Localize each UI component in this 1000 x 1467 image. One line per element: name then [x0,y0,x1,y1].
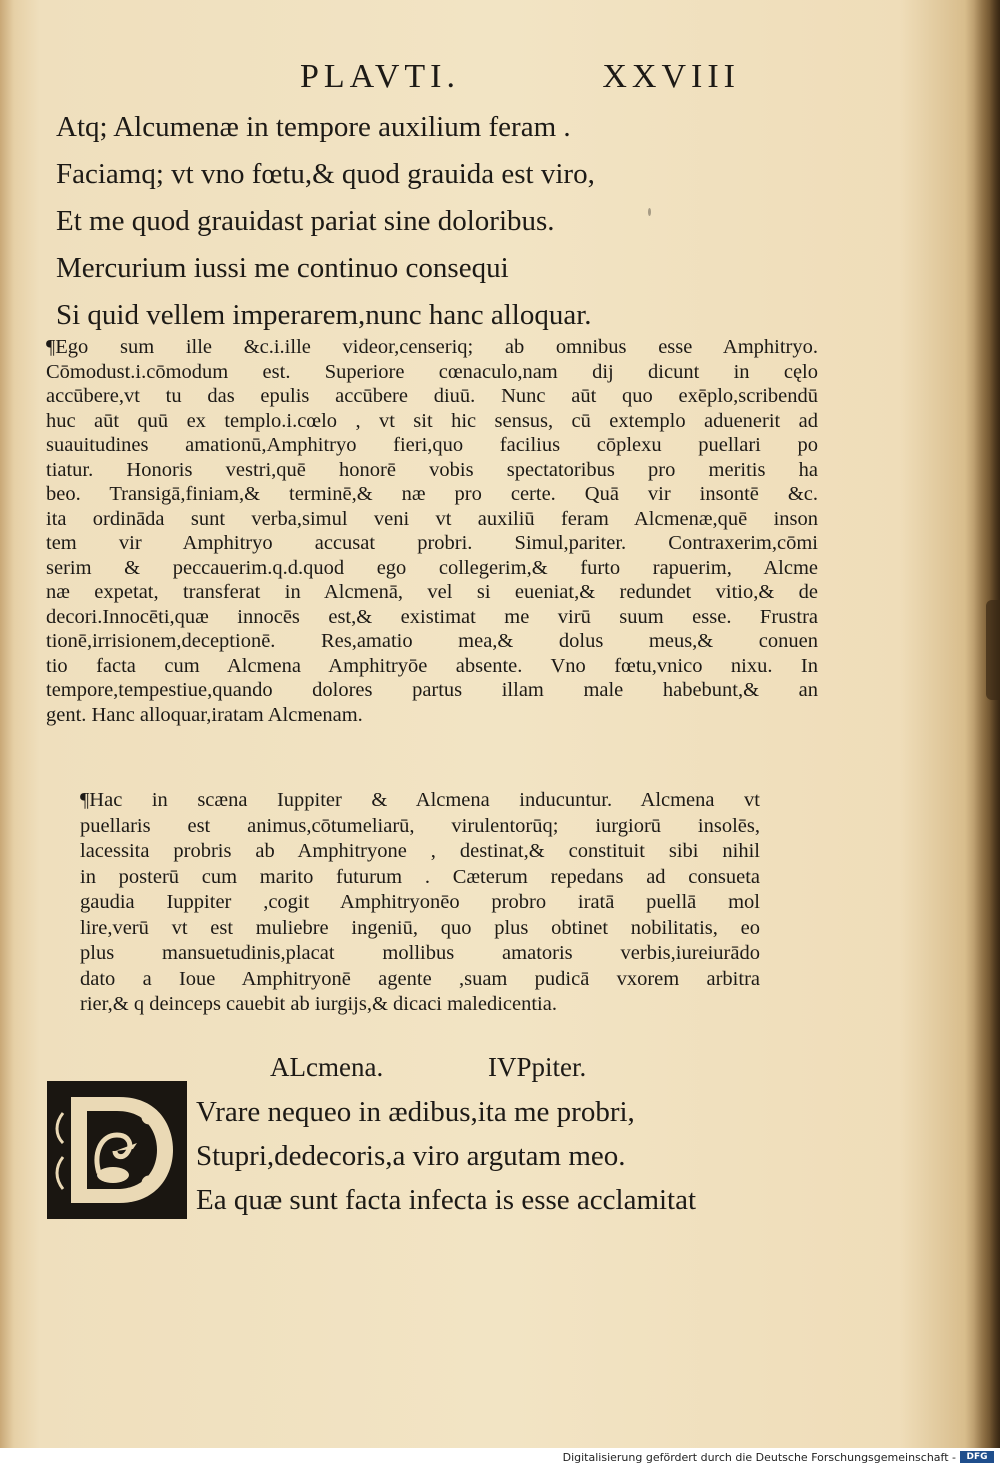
commentary-line: tionē,irrisionem,deceptionē. Res,amatio mea,& dolus meus,& conuen [46,630,818,652]
verse-block [56,104,936,339]
verse-line: Et me quod grauidast pariat sine doloribus. [56,205,555,237]
commentary-line: serim & peccauerim.q.d.quod ego collegerim,& furto rapuerim, Alcme [46,556,818,579]
running-head [300,58,740,98]
commentary-line: næ expetat, transferat in Alcmenā, vel si eueniat,& redundet vitio,& de [46,581,818,603]
commentary-line: beo. Transigā,finiam,& terminē,& næ pro certe. Quā vir insontē &c. [46,483,818,505]
dfg-logo: DFG [960,1451,994,1463]
verse-line: Atq; Alcumenæ in tempore auxilium feram . [56,111,571,143]
digitization-footer [0,1448,1000,1467]
argument-line: ¶Hac in scæna Iuppiter & Alcmena inducuntur. Alcmena vt [80,789,760,811]
page-gutter-shadow [974,0,1000,1448]
dialogue-line: Vrare nequeo in ædibus,ita me probri, [196,1096,635,1128]
speaker-heading [270,1052,630,1088]
commentary-line: tio facta cum Alcmena Amphitryōe absente. Vno fœtu,vnico nixu. In [46,654,818,677]
commentary-line: suauitudines amationū,Amphitryo fieri,quo facilius cōplexu puellari po [46,434,818,456]
dialogue-line: Ea quæ sunt facta infecta is esse acclamitat [196,1184,697,1216]
decorated-initial-ornament [49,1083,185,1217]
argument-line: in posterū cum marito futurum . Cæterum repedans ad consueta [80,865,760,888]
commentary-line: ita ordināda sunt verba,simul veni vt auxiliū feram Alcmenæ,quē inson [46,507,818,530]
verse-line: Mercurium iussi me continuo consequi [56,252,509,284]
speaker-iuppiter: IVPpiter. [488,1052,587,1082]
argument-line: gaudia Iuppiter ,cogit Amphitryonēo probro iratā puellā mol [80,891,760,913]
commentary-line: tempore,tempestiue,quando dolores partus illam male habebunt,& an [46,679,818,701]
commentary-line: huc aūt quū ex templo.i.cœlo , vt sit hic sensus, cū extemplo aduenerit ad [46,409,818,432]
dialogue-block [196,1090,816,1222]
dialogue-line: Stupri,dedecoris,a viro argutam meo. [196,1140,626,1172]
running-head-title: PLAVTI. [300,58,460,95]
argument-line: rier,& q deinceps cauebit ab iurgijs,& dicaci maledicentia. [80,993,557,1015]
funding-credit: Digitalisierung gefördert durch die Deutsche Forschungsgemeinschaft - [562,1451,956,1464]
commentary-line: decori.Innocēti,quæ innocēs est,& existimat me virū suum esse. Frustra [46,605,818,628]
scene-argument-block [80,788,760,1018]
commentary-line: tiatur. Honoris vestri,quē honorē vobis spectatoribus pro meritis ha [46,458,818,481]
argument-line: dato a Ioue Amphitryonē agente ,suam pudicā vxorem arbitra [80,967,760,990]
decorated-initial-d [47,1081,187,1219]
argument-line: plus mansuetudinis,placat mollibus amatoris verbis,iureiurādo [80,942,760,964]
commentary-block [46,335,818,727]
commentary-line: accūbere,vt tu das epulis accūbere diuū. Nunc aūt quo exēplo,scribendū [46,385,818,407]
commentary-line: Cōmodust.i.cōmodum est. Superiore cœnaculo,nam dij dicunt in cęlo [46,360,818,383]
ink-speck [648,208,651,216]
speaker-alcmena: ALcmena. [270,1052,384,1082]
commentary-line: ¶Ego sum ille &c.i.ille videor,censeriq; ab omnibus esse Amphitryo. [46,336,818,358]
argument-line: lacessita probris ab Amphitryone , destinat,& constituit sibi nihil [80,840,760,862]
verse-line: Si quid vellem imperarem,nunc hanc alloquar. [56,299,592,331]
commentary-line: gent. Hanc alloquar,iratam Alcmenam. [46,703,363,726]
folio-number: XXVIII [602,58,740,95]
argument-line: lire,verū vt est muliebre ingeniū, quo plus obtinet nobilitatis, eo [80,916,760,939]
commentary-line: tem vir Amphitryo accusat probri. Simul,pariter. Contraxerim,cōmi [46,532,818,554]
page-clasp [986,600,1000,700]
verse-line: Faciamq; vt vno fœtu,& quod grauida est viro, [56,158,595,190]
argument-line: puellaris est animus,cōtumeliarū, virulentorūq; iurgiorū insolēs, [80,814,760,837]
